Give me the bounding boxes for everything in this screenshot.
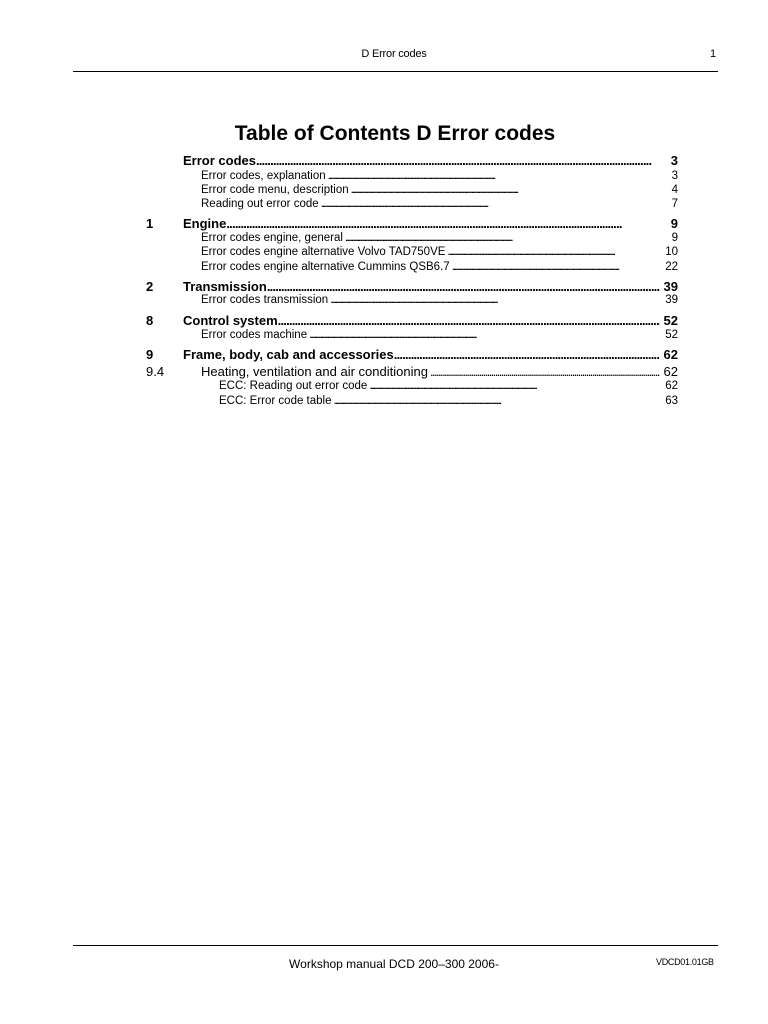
toc-entry-transmission[interactable]: [183, 279, 678, 294]
page-number: 1: [710, 48, 717, 60]
toc-entry-label: Engine: [183, 216, 227, 231]
leader-dots: [278, 313, 660, 328]
toc-subentry[interactable]: [201, 246, 678, 258]
leader-dots: [351, 184, 668, 196]
toc-entry-page: 52: [663, 313, 678, 328]
toc-section-number: 2: [146, 279, 154, 294]
leader-dots: [394, 347, 660, 362]
leader-dots: [430, 364, 660, 379]
toc-subentry-label: Error codes transmission: [201, 294, 329, 306]
toc-entry-page: 39: [663, 279, 678, 294]
leader-dots: [452, 261, 662, 273]
toc-entry-label: Error codes: [183, 153, 256, 168]
toc-subentry-page: 52: [665, 329, 678, 341]
toc-entry-label: Control system: [183, 313, 278, 328]
toc-subentry-page: 3: [671, 170, 678, 182]
toc-section-number: 9: [146, 347, 154, 362]
toc-subentry[interactable]: [201, 184, 678, 196]
toc-subentry-label: Error codes engine alternative Volvo TAD750VE: [201, 246, 446, 258]
toc-subentry[interactable]: [201, 329, 678, 341]
toc-subentry-page: 22: [665, 261, 678, 273]
toc-subentry[interactable]: [201, 198, 678, 210]
toc-entry-frame[interactable]: [183, 347, 678, 362]
toc-subsection-number: 9.4: [146, 364, 165, 379]
toc-section-number: 1: [146, 216, 154, 231]
leader-dots: [226, 216, 666, 231]
toc-subentry-label: Error codes machine: [201, 329, 308, 341]
toc-entry-label: Transmission: [183, 279, 267, 294]
toc-entry-page: 9: [670, 216, 678, 231]
leader-dots: [256, 153, 667, 168]
leader-dots: [330, 294, 661, 306]
leader-dots: [345, 232, 668, 244]
toc-section-number: 8: [146, 313, 154, 328]
toc-entry-label: Heating, ventilation and air conditioning: [201, 364, 428, 379]
toc-subentry-page: 39: [665, 294, 678, 306]
toc-entry-error-codes[interactable]: [183, 153, 678, 168]
toc-subentry[interactable]: [219, 380, 678, 392]
leader-dots: [328, 170, 668, 182]
footer-document-code: VDCD01.01GB: [656, 957, 714, 967]
leader-dots: [267, 279, 660, 294]
leader-dots: [321, 198, 668, 210]
toc-subentry[interactable]: [201, 261, 678, 273]
toc-entry-label: Frame, body, cab and accessories: [183, 347, 394, 362]
toc-subentry-label: Error code menu, description: [201, 184, 349, 196]
toc-subentry-page: 7: [671, 198, 678, 210]
leader-dots: [334, 395, 662, 407]
footer-rule: [73, 945, 718, 946]
toc-subentry-page: 4: [671, 184, 678, 196]
leader-dots: [309, 329, 661, 341]
document-title: Table of Contents D Error codes: [234, 122, 556, 145]
toc-subentry-label: ECC: Reading out error code: [219, 380, 368, 392]
toc-entry-heating[interactable]: [201, 364, 678, 379]
toc-subentry[interactable]: [201, 294, 678, 306]
toc-entry-page: 62: [663, 347, 678, 362]
toc-subentry-label: Error codes, explanation: [201, 170, 326, 182]
toc-subentry-label: Error codes engine alternative Cummins QSB6.7: [201, 261, 450, 273]
toc-subentry-page: 63: [665, 395, 678, 407]
toc-subentry-page: 62: [665, 380, 678, 392]
toc-subentry[interactable]: [219, 395, 678, 407]
page-header-title: D Error codes: [361, 48, 427, 60]
header-rule: [73, 71, 718, 72]
leader-dots: [447, 246, 661, 258]
toc-subentry[interactable]: [201, 170, 678, 182]
toc-subentry-label: ECC: Error code table: [219, 395, 332, 407]
toc-entry-engine[interactable]: [183, 216, 678, 231]
footer-manual-title: Workshop manual DCD 200–300 2006-: [289, 957, 499, 971]
toc-entry-page: 62: [663, 364, 678, 379]
toc-subentry-page: 9: [671, 232, 678, 244]
toc-subentry-label: Error codes engine, general: [201, 232, 343, 244]
leader-dots: [369, 380, 661, 392]
toc-entry-page: 3: [670, 153, 678, 168]
toc-subentry-label: Reading out error code: [201, 198, 319, 210]
toc-subentry-page: 10: [665, 246, 678, 258]
toc-subentry[interactable]: [201, 232, 678, 244]
toc-entry-control-system[interactable]: [183, 313, 678, 328]
